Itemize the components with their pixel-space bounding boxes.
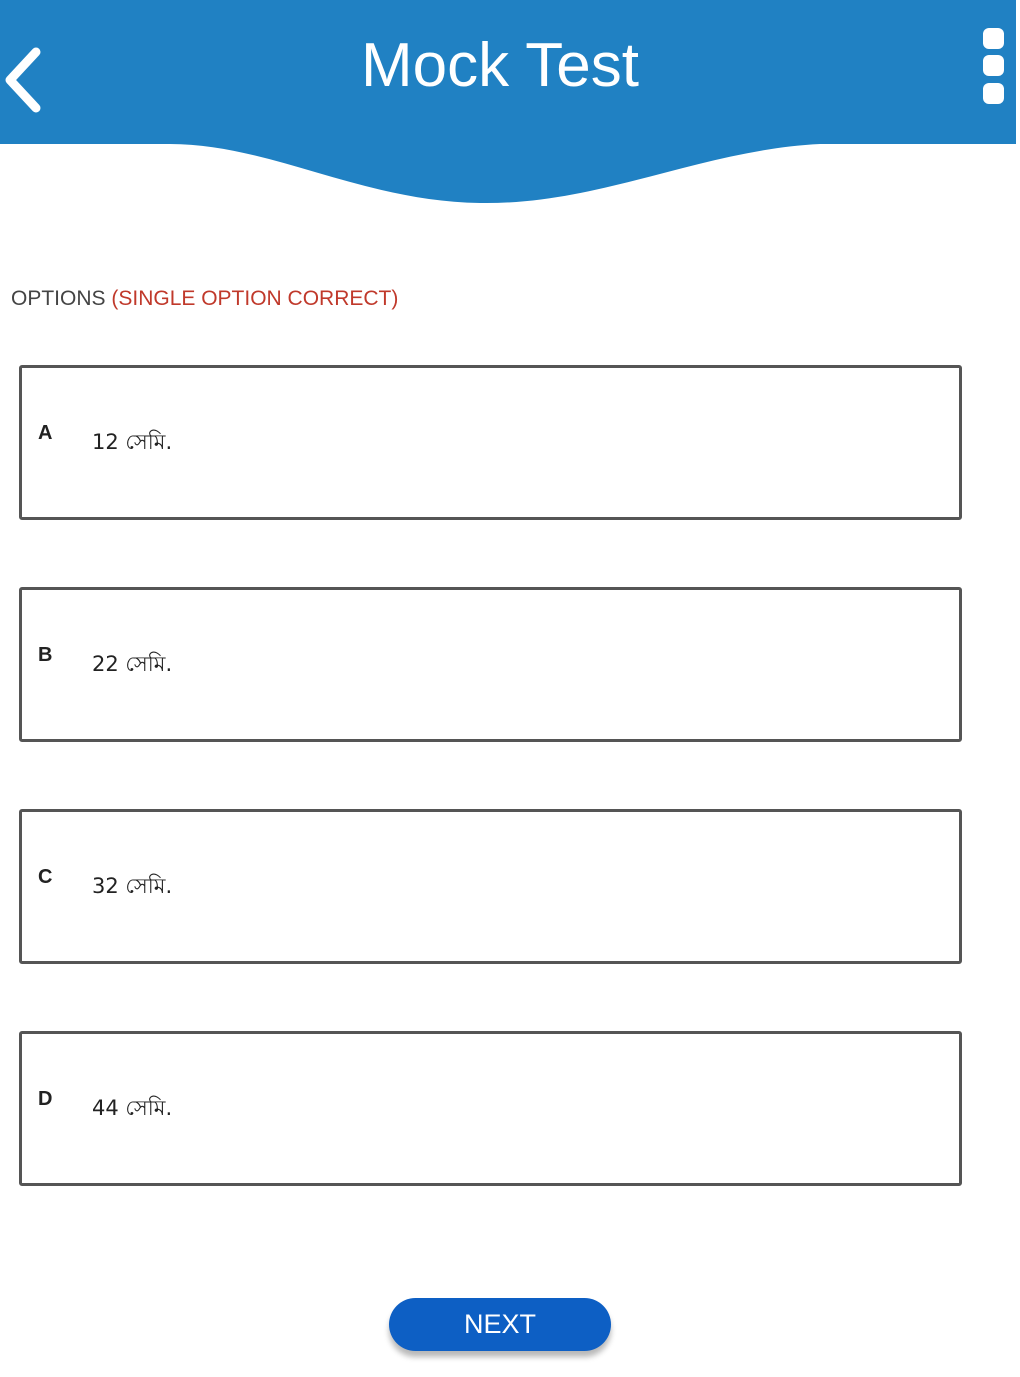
menu-dot xyxy=(983,28,1004,49)
next-button[interactable]: NEXT xyxy=(389,1298,611,1351)
option-text: 44 সেমি. xyxy=(92,1096,173,1120)
option-a[interactable] xyxy=(19,365,962,520)
option-text: 32 সেমি. xyxy=(92,874,173,898)
option-letter: A xyxy=(38,422,53,444)
options-hint: (SINGLE OPTION CORRECT) xyxy=(111,287,399,310)
menu-dot xyxy=(983,83,1004,104)
menu-dot xyxy=(983,55,1004,76)
page-title: Mock Test xyxy=(361,31,639,100)
options-label: OPTIONS xyxy=(11,287,106,310)
option-letter: D xyxy=(38,1088,53,1110)
option-text: 22 সেমি. xyxy=(92,652,173,676)
option-d[interactable] xyxy=(19,1031,962,1186)
option-letter: C xyxy=(38,866,53,888)
option-c[interactable] xyxy=(19,809,962,964)
option-letter: B xyxy=(38,644,53,666)
option-text: 12 সেমি. xyxy=(92,430,173,454)
options-heading xyxy=(11,286,398,312)
option-b[interactable] xyxy=(19,587,962,742)
app-header xyxy=(0,0,1020,210)
overflow-menu-button[interactable] xyxy=(974,22,1014,108)
